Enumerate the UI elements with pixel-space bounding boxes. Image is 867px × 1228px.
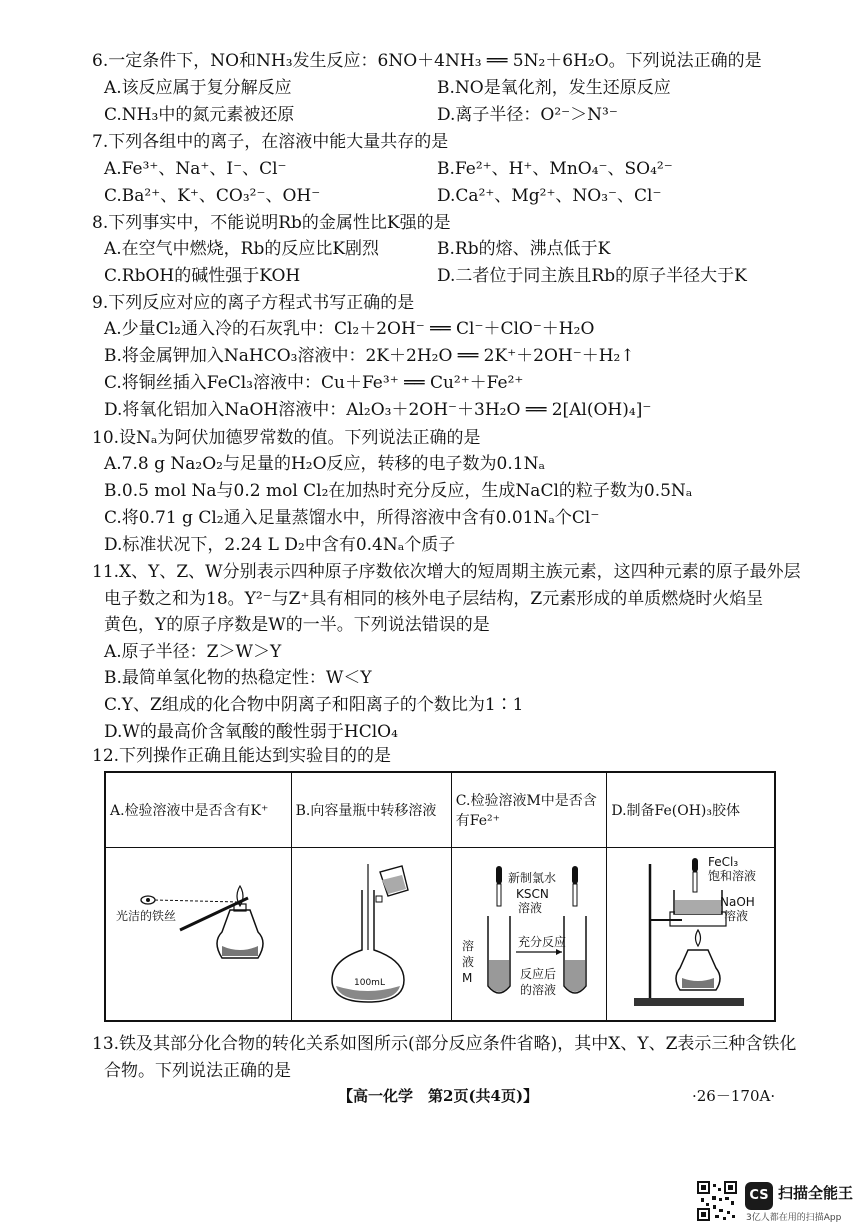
q12-apparatus-a bbox=[105, 848, 291, 1022]
q6-option-a: A.该反应属于复分解反应 bbox=[104, 78, 292, 98]
iron-wire-label: 光洁的铁丝 bbox=[116, 909, 177, 923]
q12-experiment-table bbox=[104, 771, 776, 1022]
q10-option-c: C.将0.71 g Cl₂通入足量蒸馏水中，所得溶液中含有0.01Nₐ个Cl⁻ bbox=[104, 508, 600, 528]
q9-stem: 9.下列反应对应的离子方程式书写正确的是 bbox=[92, 293, 415, 313]
q7-option-b: B.Fe²⁺、H⁺、MnO₄⁻、SO₄²⁻ bbox=[437, 159, 673, 179]
fecl3-label: FeCl₃ bbox=[707, 855, 738, 869]
q13-stem-line2: 合物。下列说法正确的是 bbox=[104, 1061, 291, 1081]
q11-stem-line3: 黄色，Y的原子序数是W的一半。下列说法错误的是 bbox=[104, 615, 490, 635]
q11-stem-line1: 11.X、Y、Z、W分别表示四种原子序数依次增大的短周期主族元素，这四种元素的原子最外层 bbox=[92, 562, 801, 582]
q13-stem-line1: 13.铁及其部分化合物的转化关系如图所示(部分反应条件省略)，其中X、Y、Z表示三种含铁化 bbox=[92, 1034, 797, 1054]
q6-option-d: D.离子半径：O²⁻＞N³⁻ bbox=[437, 105, 618, 125]
after-reaction-label-2: 的溶液 bbox=[520, 983, 557, 997]
q8-option-c: C.RbOH的碱性强于KOH bbox=[104, 266, 301, 286]
q6-option-c: C.NH₃中的氮元素被还原 bbox=[104, 105, 295, 125]
q8-option-d: D.二者位于同主族且Rb的原子半径大于K bbox=[437, 266, 747, 286]
q8-option-a: A.在空气中燃烧，Rb的反应比K剧烈 bbox=[104, 239, 380, 259]
kscn-label: KSCN bbox=[516, 887, 549, 901]
q7-option-a: A.Fe³⁺、Na⁺、I⁻、Cl⁻ bbox=[104, 159, 287, 179]
alcohol-lamp-figure bbox=[110, 850, 286, 1014]
chlorine-water-label: 新制氯水 bbox=[508, 871, 557, 885]
q11-option-c: C.Y、Z组成的化合物中阴离子和阳离子的个数比为1∶1 bbox=[104, 695, 524, 715]
after-reaction-label-1: 反应后 bbox=[520, 967, 557, 981]
q7-stem: 7.下列各组中的离子，在溶液中能大量共存的是 bbox=[92, 132, 449, 152]
q11-option-b: B.最简单氢化物的热稳定性：W＜Y bbox=[104, 668, 372, 688]
q8-option-b: B.Rb的熔、沸点低于K bbox=[437, 239, 611, 259]
q10-option-d: D.标准状况下，2.24 L D₂中含有0.4Nₐ个质子 bbox=[104, 535, 456, 555]
q10-option-a: A.7.8 g Na₂O₂与足量的H₂O反应，转移的电子数为0.1Nₐ bbox=[104, 454, 546, 474]
q12-apparatus-d bbox=[607, 848, 775, 1022]
solution-m-label-3: M bbox=[462, 971, 473, 985]
camscanner-name: 扫描全能王 bbox=[778, 1184, 854, 1202]
q6-stem: 6.一定条件下，NO和NH₃发生反应：6NO＋4NH₃ ══ 5N₂＋6H₂O。下列说法正确的是 bbox=[92, 51, 762, 71]
q11-option-a: A.原子半径：Z＞W＞Y bbox=[104, 642, 282, 662]
q6-option-b: B.NO是氧化剂，发生还原反应 bbox=[437, 78, 671, 98]
q8-stem: 8.下列事实中，不能说明Rb的金属性比K强的是 bbox=[92, 213, 451, 233]
camscanner-logo-icon: CS bbox=[745, 1182, 773, 1210]
colloid-setup-figure bbox=[612, 850, 770, 1014]
arrow-right-icon bbox=[556, 949, 562, 955]
q12-apparatus-c bbox=[451, 848, 607, 1022]
q12-header-a: A.检验溶液中是否含有K⁺ bbox=[105, 772, 291, 848]
qr-code-icon bbox=[697, 1181, 737, 1221]
kscn-solution-label: 溶液 bbox=[518, 901, 543, 915]
page-footer-code: ·26－170A· bbox=[692, 1087, 776, 1105]
q9-option-a: A.少量Cl₂通入冷的石灰乳中：Cl₂＋2OH⁻ ══ Cl⁻＋ClO⁻＋H₂O bbox=[104, 319, 595, 339]
solution-m-label-2: 液 bbox=[462, 955, 475, 969]
naoh-label: NaOH bbox=[719, 895, 755, 909]
q11-stem-line2: 电子数之和为18。Y²⁻与Z⁺具有相同的核外电子层结构，Z元素形成的单质燃烧时火焰呈 bbox=[104, 589, 764, 609]
q10-stem: 10.设Nₐ为阿伏加德罗常数的值。下列说法正确的是 bbox=[92, 428, 481, 448]
solution-m-label-1: 溶 bbox=[462, 939, 475, 953]
q9-option-c: C.将铜丝插入FeCl₃溶液中：Cu＋Fe³⁺ ══ Cu²⁺＋Fe²⁺ bbox=[104, 373, 524, 393]
q9-option-d: D.将氧化铝加入NaOH溶液中：Al₂O₃＋2OH⁻＋3H₂O ══ 2[Al(OH)₄]⁻ bbox=[104, 400, 652, 420]
test-tube-figure bbox=[456, 850, 602, 1014]
q7-option-c: C.Ba²⁺、K⁺、CO₃²⁻、OH⁻ bbox=[104, 186, 321, 206]
q12-header-c: C.检验溶液M中是否含有Fe²⁺ bbox=[451, 772, 607, 848]
q12-stem: 12.下列操作正确且能达到实验目的的是 bbox=[92, 746, 392, 766]
flask-volume-label: 100mL bbox=[354, 978, 386, 988]
q12-header-d: D.制备Fe(OH)₃胶体 bbox=[607, 772, 775, 848]
q11-option-d: D.W的最高价含氧酸的酸性弱于HClO₄ bbox=[104, 722, 398, 742]
full-reaction-label: 充分反应 bbox=[518, 935, 567, 949]
q10-option-b: B.0.5 mol Na与0.2 mol Cl₂在加热时充分反应，生成NaCl的粒子数为0.5Nₐ bbox=[104, 481, 693, 501]
camscanner-slogan: 3亿人都在用的扫描App bbox=[746, 1213, 842, 1223]
q7-option-d: D.Ca²⁺、Mg²⁺、NO₃⁻、Cl⁻ bbox=[437, 186, 662, 206]
naoh-solution-label: 溶液 bbox=[723, 909, 748, 923]
q12-apparatus-b bbox=[291, 848, 451, 1022]
q12-header-b: B.向容量瓶中转移溶液 bbox=[291, 772, 451, 848]
saturated-solution-label: 饱和溶液 bbox=[707, 869, 756, 883]
q9-option-b: B.将金属钾加入NaHCO₃溶液中：2K＋2H₂O ══ 2K⁺＋2OH⁻＋H₂↑ bbox=[104, 346, 635, 366]
volumetric-flask-figure bbox=[296, 850, 446, 1014]
page-footer-title: 【高一化学 第2页(共4页)】 bbox=[338, 1087, 539, 1105]
